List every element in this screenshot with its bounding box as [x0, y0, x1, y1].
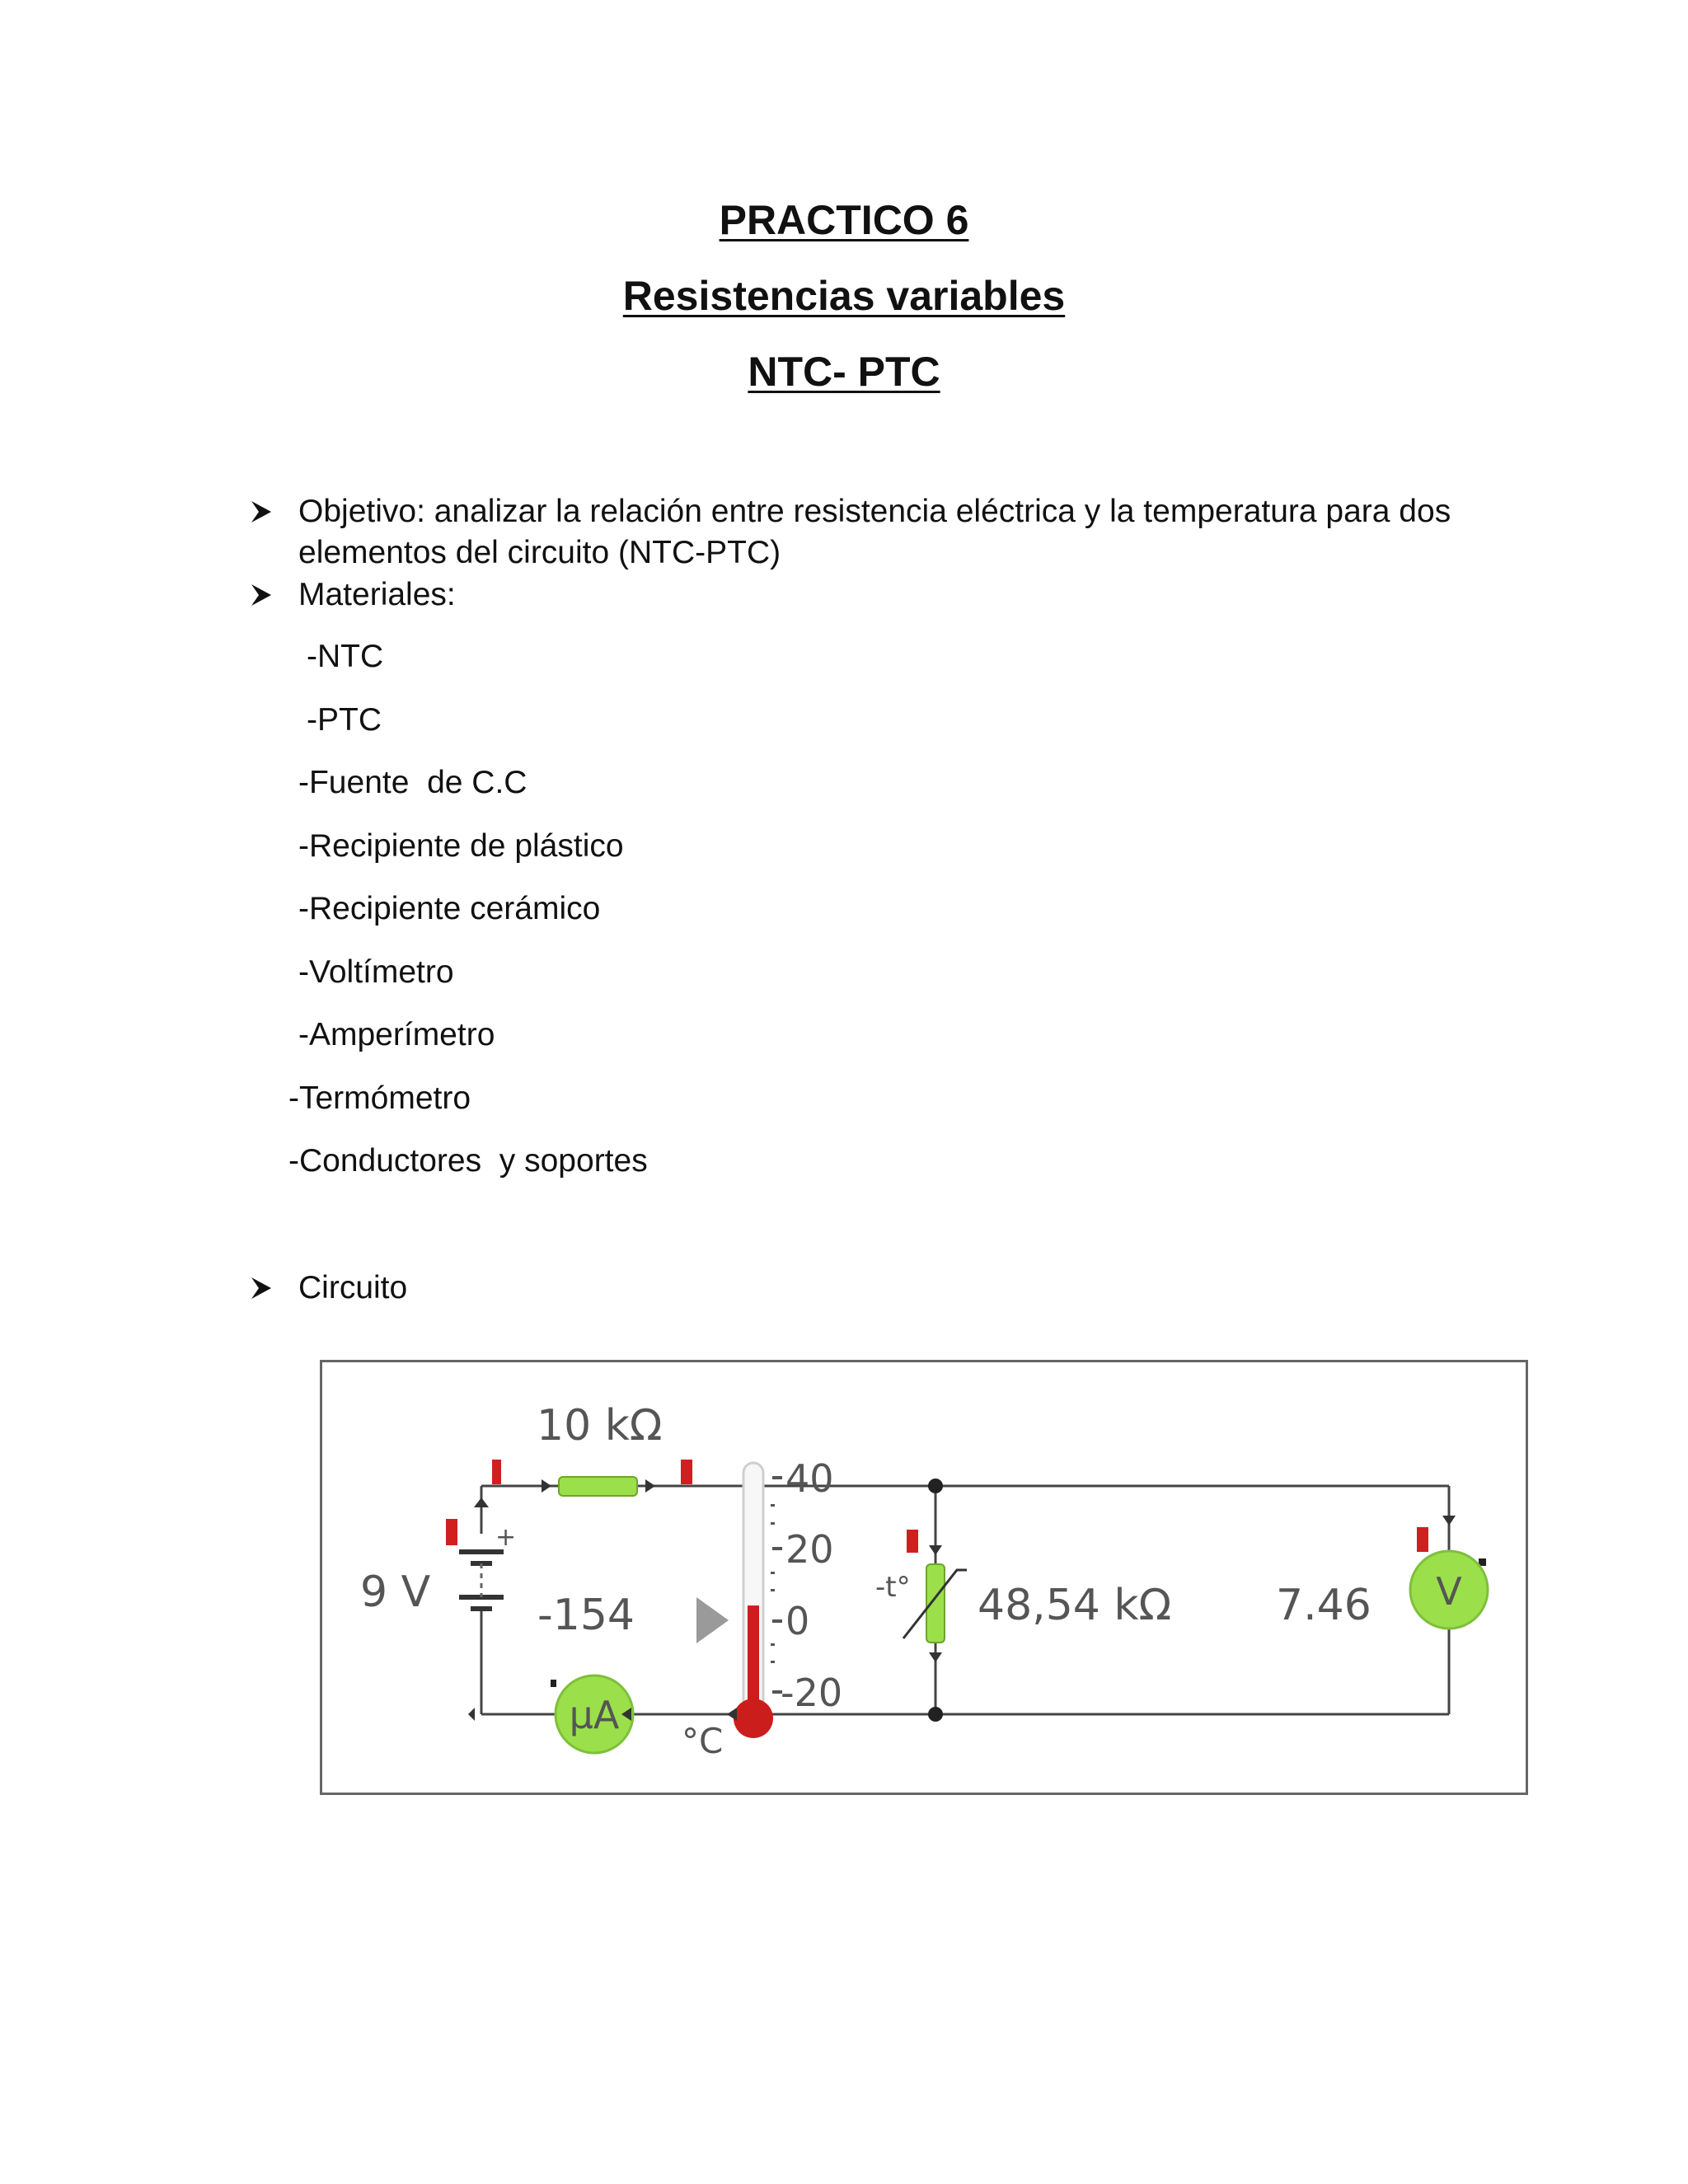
- circuit-svg: [322, 1362, 1526, 1793]
- arrow-bullet-icon: [247, 1268, 275, 1309]
- material-item: -PTC: [307, 702, 382, 738]
- voltmeter-reading: 7.46: [1276, 1581, 1372, 1630]
- play-triangle-icon: [696, 1597, 729, 1643]
- circuit-diagram: [320, 1360, 1528, 1795]
- terminal-markers: [446, 1460, 1428, 1553]
- material-item: -Fuente de C.C: [298, 765, 528, 800]
- circuit-heading: Circuito: [298, 1270, 408, 1305]
- material-item: -Conductores y soportes: [288, 1143, 648, 1179]
- material-item: -Recipiente cerámico: [298, 891, 601, 926]
- page-topic: NTC- PTC: [748, 349, 940, 395]
- thermistor: [926, 1564, 945, 1643]
- thermometer-unit: °C: [682, 1721, 724, 1761]
- material-item: -Termómetro: [288, 1080, 471, 1116]
- thermometer-bulb: [734, 1699, 773, 1738]
- arrow-bullet-icon: [247, 491, 275, 532]
- battery-label: 9 V: [360, 1568, 431, 1617]
- junction-dot: [928, 1707, 943, 1722]
- material-item: -NTC: [307, 639, 384, 674]
- thermometer-tick-label: -20: [781, 1671, 843, 1715]
- battery-icon: [459, 1552, 504, 1609]
- objective-text: Objetivo: analizar la relación entre resistencia eléctrica y la temperatura para dos elementos del circuito (NTC-PTC): [298, 494, 1451, 570]
- junction-dot: [928, 1479, 943, 1493]
- ammeter-reading: -154: [537, 1591, 635, 1640]
- thermometer-minor-ticks: [771, 1504, 775, 1663]
- battery-plus: +: [495, 1523, 517, 1552]
- page-subtitle: Resistencias variables: [622, 273, 1066, 319]
- thermistor-symbol: -t°: [875, 1571, 911, 1604]
- thermometer-fill: [748, 1605, 759, 1710]
- material-item: -Recipiente de plástico: [298, 828, 624, 864]
- voltmeter-symbol: V: [1436, 1569, 1462, 1614]
- ammeter-symbol: µA: [569, 1693, 620, 1737]
- material-item: -Voltímetro: [298, 954, 454, 990]
- thermometer: [734, 1463, 773, 1738]
- material-item: -Amperímetro: [298, 1017, 495, 1052]
- page-title: PRACTICO 6: [719, 197, 969, 243]
- arrow-bullet-icon: [247, 574, 275, 616]
- resistor-label: 10 kΩ: [537, 1401, 663, 1451]
- thermometer-tick-label: 40: [785, 1456, 834, 1501]
- thermometer-tick-label: 0: [785, 1599, 810, 1643]
- thermometer-tick-label: 20: [785, 1527, 834, 1572]
- resistor-10k: [559, 1477, 637, 1496]
- materials-heading: Materiales:: [298, 577, 456, 612]
- thermistor-value: 48,54 kΩ: [978, 1581, 1172, 1630]
